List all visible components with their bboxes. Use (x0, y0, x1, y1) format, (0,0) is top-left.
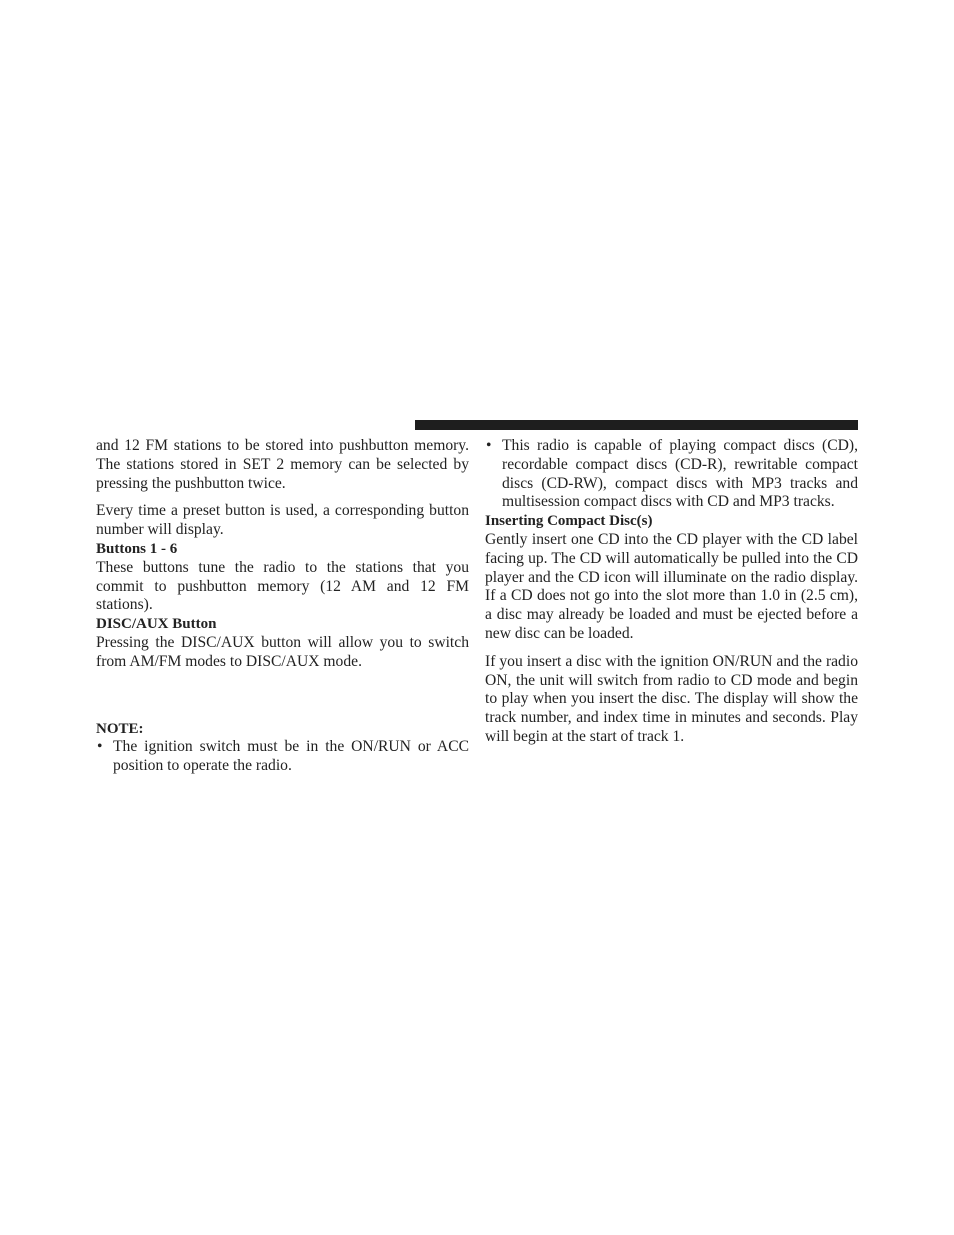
bullet-icon: • (97, 738, 103, 756)
note-bullet-item (96, 738, 469, 776)
cd-capability-text: This radio is capable of playing compact discs (CD), recordable compact discs (CD-R), rewritable compact discs (CD-RW), compact discs with MP3 tracks and multisession compact discs with CD and MP3 tracks. (502, 437, 858, 511)
paragraph-stations-memory: and 12 FM stations to be stored into pushbutton memory. The stations stored in SET 2 memory can be selected by pressing the pushbutton twice. (96, 437, 469, 492)
paragraph-disc-aux: Pressing the DISC/AUX button will allow you to switch from AM/FM modes to DISC/AUX mode. (96, 633, 469, 670)
note-label: NOTE: (96, 720, 144, 737)
paragraph-insert-cd: Gently insert one CD into the CD player with the CD label facing up. The CD will automatically be pulled into the CD player and the CD icon will illuminate on the radio display. If a CD does not go into the slot more than 1.0 in (2.5 cm), a disc may already be loaded and must be ejected before a new disc can be loaded. (485, 530, 858, 642)
section-header-bar (415, 420, 858, 430)
note-bullet-text: The ignition switch must be in the ON/RUN or ACC position to operate the radio. (113, 738, 469, 775)
left-column (96, 437, 469, 776)
heading-buttons-1-6: Buttons 1 - 6 (96, 540, 178, 557)
paragraph-buttons-tune: These buttons tune the radio to the stations that you commit to pushbutton memory (12 AM and 12 FM stations). (96, 558, 469, 614)
cd-capability-bullet-item (485, 437, 858, 512)
right-column (485, 437, 858, 747)
bullet-icon: • (486, 437, 492, 454)
heading-inserting-compact-discs: Inserting Compact Disc(s) (485, 513, 653, 530)
paragraph-play-disc: If you insert a disc with the ignition ON/RUN and the radio ON, the unit will switch from radio to CD mode and begin to play when you insert the disc. The display will show the track number, and index time in minutes and seconds. Play will begin at the start of track 1. (485, 652, 858, 745)
heading-disc-aux-button: DISC/AUX Button (96, 616, 217, 633)
spacer (96, 672, 469, 720)
paragraph-preset-display: Every time a preset button is used, a corresponding button number will display. (96, 502, 469, 539)
